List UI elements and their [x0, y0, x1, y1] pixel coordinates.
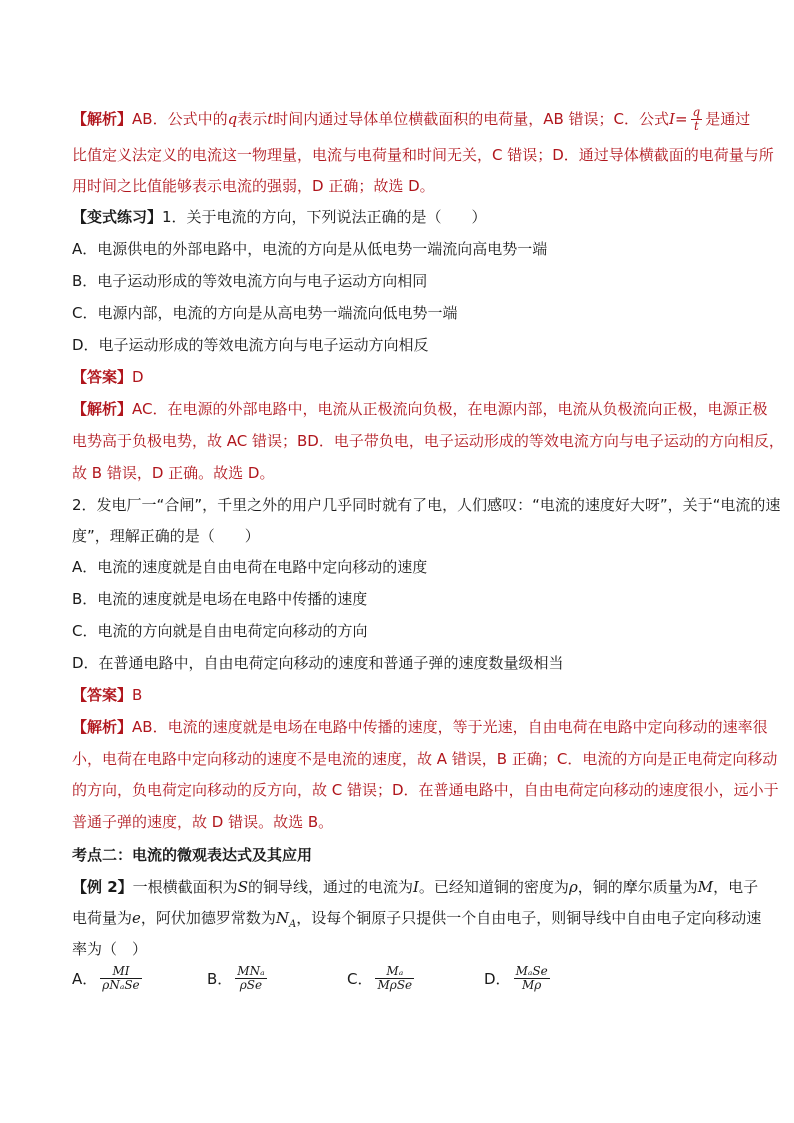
analysis-tag: 【解析】 [72, 110, 133, 128]
question-2-stem-cont: 度”，理解正确的是（ ） [72, 527, 260, 545]
var-t: t [267, 110, 274, 128]
var-q: q [227, 110, 238, 128]
example-text: ，铜的摩尔质量为 [577, 878, 698, 896]
analysis-line: 小，电荷在电路中定向移动的速度不是电流的速度，故 A 错误，B 正确；C．电流的方向是正电荷定向移动 [72, 750, 778, 768]
analysis-text: 是通过 [705, 110, 751, 128]
section-heading: 考点二：电流的微观表达式及其应用 [72, 846, 313, 864]
formula-q-over-t [691, 106, 703, 133]
question-2-stem: 2．发电厂一“合闸”，千里之外的用户几乎同时就有了电，人们感叹：“电流的速度好大呀”，关于“电流的速 [72, 496, 781, 514]
var-NA-subscript: A [289, 919, 297, 930]
fraction-denominator: MρSe [377, 978, 413, 992]
var-S: S [237, 878, 248, 896]
analysis-line: 电势高于负极电势，故 AC 错误；BD．电子带负电，电子运动形成的等效电流方向与电子运动的方向相反， [72, 432, 784, 450]
example-text: 。已经知道铜的密度为 [418, 878, 569, 896]
example-2-line-1 [72, 877, 758, 897]
fraction-numerator: MNₐ [237, 964, 265, 978]
option-b: B．电子运动形成的等效电流方向与电子运动方向相同 [72, 272, 428, 290]
answer-value: D [132, 368, 144, 386]
fraction-numerator: q [692, 105, 701, 119]
option-d: D．在普通电路中，自由电荷定向移动的速度和普通子弹的速度数量级相当 [72, 654, 564, 672]
option-fraction [514, 965, 550, 992]
example-text: 电荷量为 [72, 909, 133, 927]
option-a: A．电流的速度就是自由电荷在电路中定向移动的速度 [72, 558, 428, 576]
option-b: B．电流的速度就是电场在电路中传播的速度 [72, 590, 368, 608]
fraction-denominator: ρSe [239, 978, 263, 992]
example-tag: 【例 2】 [72, 878, 133, 896]
var-I: I [412, 878, 419, 896]
analysis-text: 时间内通过导体单位横截面积的电荷量，AB 错误；C．公式 [273, 110, 670, 128]
example-text: ，阿伏加德罗常数为 [140, 909, 276, 927]
option-label: D． [484, 969, 511, 988]
fraction-denominator: t [693, 119, 699, 133]
answer-tag: 【答案】 [72, 686, 133, 704]
example-option-b [207, 965, 270, 992]
analysis-line-2: 比值定义法定义的电流这一物理量，电流与电荷量和时间无关，C 错误；D．通过导体横截面的电荷量与所 [72, 146, 774, 164]
example-2-line-3: 率为（ ） [72, 940, 148, 958]
analysis-line: 普通子弹的速度，故 D 错误。故选 B。 [72, 813, 334, 831]
example-text: ，设每个铜原子只提供一个自由电子，则铜导线中自由电子定向移动速 [296, 909, 762, 927]
analysis-line-1 [72, 106, 750, 133]
option-a: A．电源供电的外部电路中，电流的方向是从低电势一端流向高电势一端 [72, 240, 548, 258]
example-option-d [484, 965, 553, 992]
analysis-text: AC．在电源的外部电路中，电流从正极流向负极，在电源内部，电流从负极流向正极，电源正极 [132, 400, 768, 418]
option-fraction [100, 965, 141, 992]
analysis-line [72, 399, 768, 419]
answer-tag: 【答案】 [72, 368, 133, 386]
var-I: I [669, 110, 675, 128]
fraction-denominator: Mρ [521, 978, 542, 992]
fraction-numerator: MₐSe [515, 964, 548, 978]
analysis-tag: 【解析】 [72, 400, 133, 418]
var-rho: ρ [568, 878, 578, 896]
analysis-tag: 【解析】 [72, 718, 133, 736]
analysis-line: 的方向，负电荷定向移动的反方向，故 C 错误；D．在普通电路中，自由电荷定向移动的速度很小，远小于 [72, 781, 779, 799]
analysis-line [72, 717, 768, 737]
example-option-a [72, 965, 145, 992]
example-text: 的铜导线，通过的电流为 [247, 878, 413, 896]
option-fraction [235, 965, 266, 992]
answer-line [72, 367, 144, 387]
example-option-c [347, 965, 417, 992]
analysis-text: AB．电流的速度就是电场在电路中传播的速度，等于光速，自由电荷在电路中定向移动的速率很 [132, 718, 768, 736]
analysis-text: 表示 [237, 110, 268, 128]
example-text: 一根横截面积为 [132, 878, 238, 896]
answer-value: B [132, 686, 143, 704]
question-stem: 1．关于电流的方向，下列说法正确的是（ ） [162, 208, 487, 226]
option-c: C．电流的方向就是自由电荷定向移动的方向 [72, 622, 368, 640]
fraction-numerator: MI [100, 965, 141, 979]
var-M: M [697, 878, 714, 896]
practice-question-1 [72, 207, 487, 227]
option-label: C． [347, 969, 373, 988]
practice-title: 【变式练习】 [72, 208, 163, 226]
fraction-denominator: ρNₐSe [102, 978, 140, 992]
option-fraction [375, 965, 414, 992]
option-label: B． [207, 969, 233, 988]
option-label: A． [72, 969, 98, 988]
example-text: ，电子 [713, 878, 759, 896]
example-2-line-2 [72, 908, 761, 935]
analysis-line: 故 B 错误，D 正确。故选 D。 [72, 464, 275, 482]
analysis-text: AB．公式中的 [132, 110, 228, 128]
var-e: e [132, 909, 141, 927]
fraction-numerator: Mₐ [375, 965, 414, 979]
answer-line [72, 685, 142, 705]
var-NA: N [275, 909, 290, 927]
analysis-line-3: 用时间之比值能够表示电流的强弱，D 正确；故选 D。 [72, 177, 435, 195]
equals-sign: = [674, 110, 688, 128]
option-c: C．电源内部，电流的方向是从高电势一端流向低电势一端 [72, 304, 458, 322]
option-d: D．电子运动形成的等效电流方向与电子运动方向相反 [72, 336, 429, 354]
